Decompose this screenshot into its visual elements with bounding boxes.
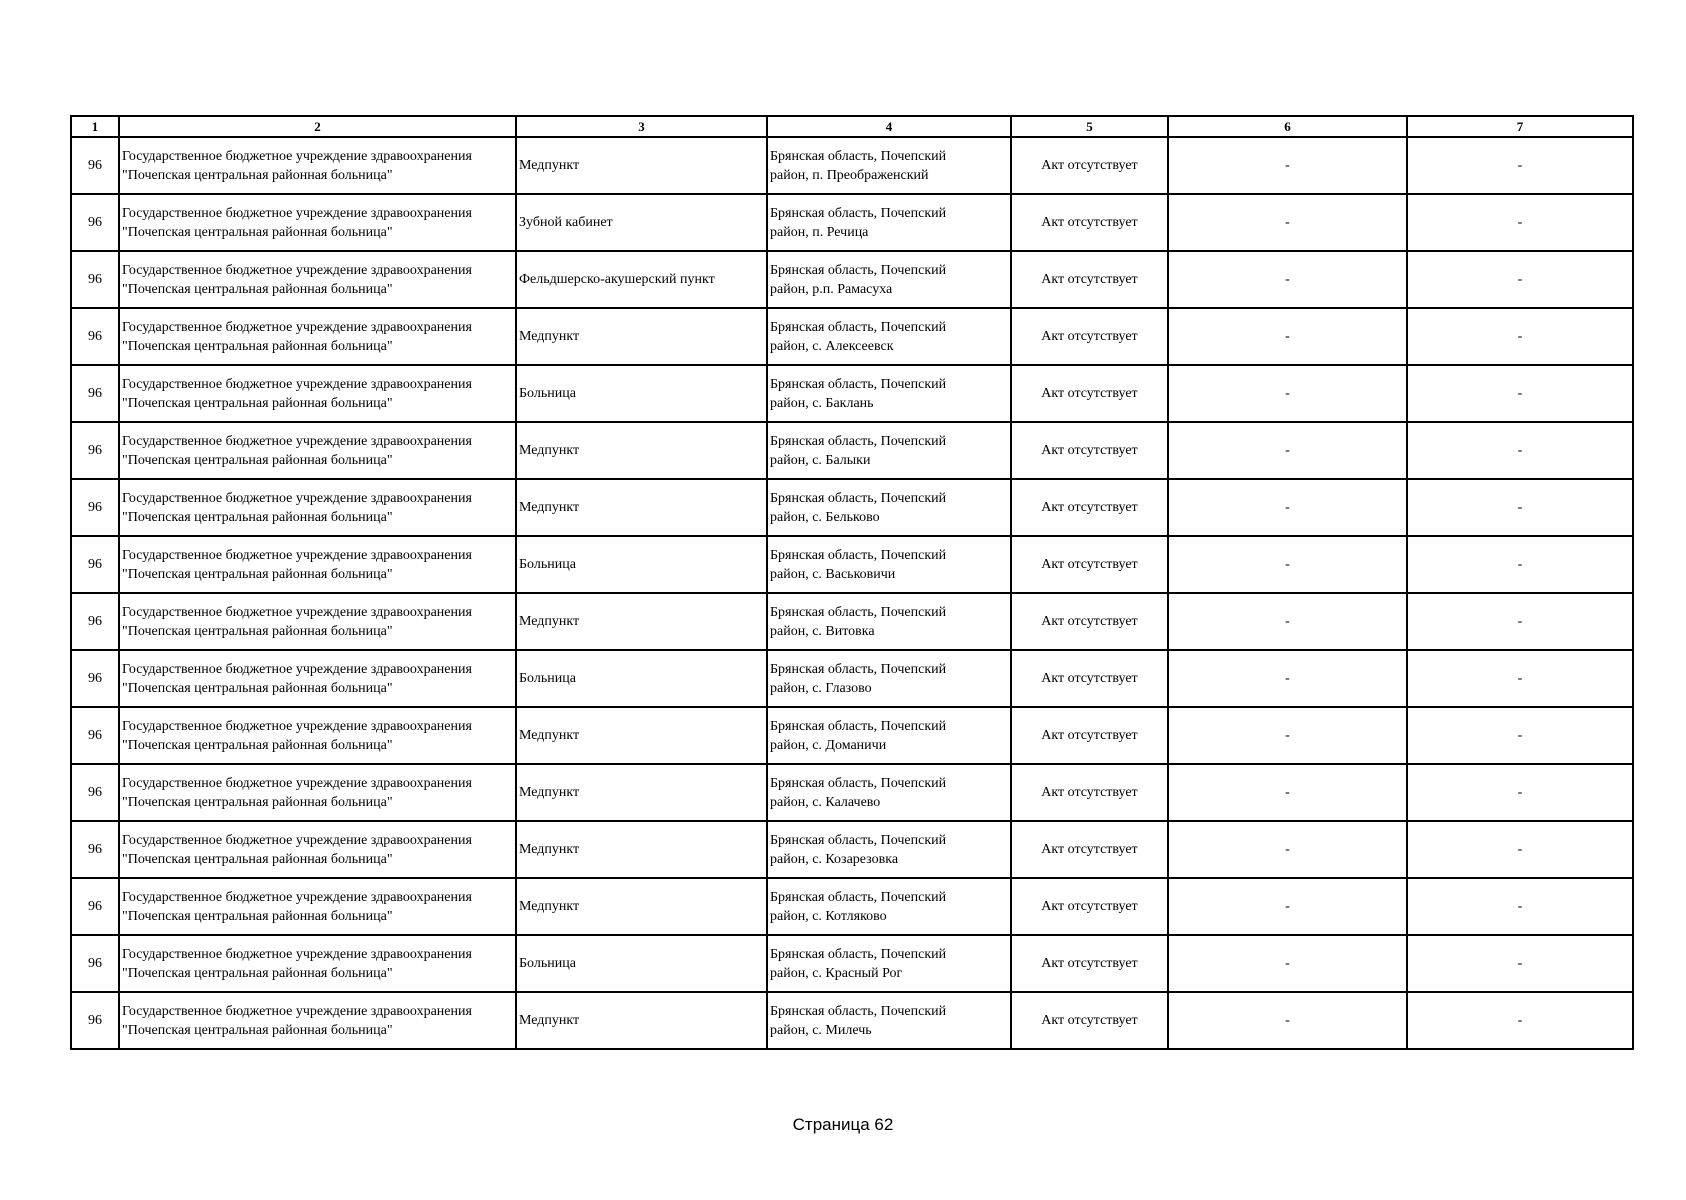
cell-organization <box>119 650 516 707</box>
address-line-1: Брянская область, Почепский <box>770 319 947 335</box>
cell-col-6: - <box>1168 650 1407 707</box>
address-line-2: район, с. Калачево <box>770 794 881 810</box>
cell-organization <box>119 137 516 194</box>
cell-address <box>767 992 1011 1049</box>
organization-line-2: "Почепская центральная районная больница" <box>122 395 393 411</box>
header-col-6: 6 <box>1168 116 1407 137</box>
address-line-1: Брянская область, Почепский <box>770 148 947 164</box>
cell-col-6: - <box>1168 251 1407 308</box>
cell-col-7: - <box>1407 422 1633 479</box>
cell-number: 96 <box>71 365 119 422</box>
address-line-2: район, с. Бельково <box>770 509 880 525</box>
cell-col-7: - <box>1407 536 1633 593</box>
cell-col-7: - <box>1407 479 1633 536</box>
page-number: Страница 62 <box>792 1115 894 1134</box>
table-row <box>71 878 1633 935</box>
cell-number: 96 <box>71 422 119 479</box>
cell-col-6: - <box>1168 479 1407 536</box>
cell-number: 96 <box>71 137 119 194</box>
cell-address <box>767 821 1011 878</box>
cell-col-7: - <box>1407 194 1633 251</box>
cell-facility-type: Медпункт <box>516 878 767 935</box>
table-row <box>71 536 1633 593</box>
organization-line-2: "Почепская центральная районная больница" <box>122 566 393 582</box>
table-row <box>71 707 1633 764</box>
organization-line-2: "Почепская центральная районная больница" <box>122 737 393 753</box>
table-row <box>71 650 1633 707</box>
organization-line-1: Государственное бюджетное учреждение здравоохранения <box>122 490 472 506</box>
organization-line-2: "Почепская центральная районная больница" <box>122 1022 393 1038</box>
cell-col-7: - <box>1407 707 1633 764</box>
cell-facility-type: Медпункт <box>516 479 767 536</box>
cell-facility-type: Медпункт <box>516 707 767 764</box>
cell-address <box>767 764 1011 821</box>
cell-organization <box>119 422 516 479</box>
cell-facility-type: Зубной кабинет <box>516 194 767 251</box>
organization-line-2: "Почепская центральная районная больница" <box>122 509 393 525</box>
table-row <box>71 992 1633 1049</box>
address-line-2: район, п. Речица <box>770 224 869 240</box>
address-line-1: Брянская область, Почепский <box>770 661 947 677</box>
cell-address <box>767 308 1011 365</box>
header-col-5: 5 <box>1011 116 1168 137</box>
table-row <box>71 935 1633 992</box>
cell-facility-type: Больница <box>516 365 767 422</box>
address-line-2: район, с. Алексеевск <box>770 338 894 354</box>
cell-address <box>767 137 1011 194</box>
address-line-2: район, с. Баклань <box>770 395 874 411</box>
organization-line-2: "Почепская центральная районная больница" <box>122 452 393 468</box>
cell-address <box>767 365 1011 422</box>
cell-col-6: - <box>1168 593 1407 650</box>
address-line-2: район, п. Преображенский <box>770 167 929 183</box>
cell-col-6: - <box>1168 194 1407 251</box>
cell-act-status: Акт отсутствует <box>1011 536 1168 593</box>
cell-address <box>767 536 1011 593</box>
organization-line-1: Государственное бюджетное учреждение здравоохранения <box>122 661 472 677</box>
cell-address <box>767 194 1011 251</box>
address-line-1: Брянская область, Почепский <box>770 490 947 506</box>
cell-number: 96 <box>71 650 119 707</box>
cell-col-6: - <box>1168 707 1407 764</box>
table-row <box>71 422 1633 479</box>
address-line-1: Брянская область, Почепский <box>770 1003 947 1019</box>
cell-address <box>767 479 1011 536</box>
cell-address <box>767 251 1011 308</box>
cell-act-status: Акт отсутствует <box>1011 650 1168 707</box>
table-row <box>71 137 1633 194</box>
organization-line-1: Государственное бюджетное учреждение здравоохранения <box>122 547 472 563</box>
cell-col-7: - <box>1407 650 1633 707</box>
cell-col-6: - <box>1168 878 1407 935</box>
organization-line-1: Государственное бюджетное учреждение здравоохранения <box>122 775 472 791</box>
cell-col-7: - <box>1407 992 1633 1049</box>
organization-line-1: Государственное бюджетное учреждение здравоохранения <box>122 148 472 164</box>
table-row <box>71 251 1633 308</box>
cell-number: 96 <box>71 251 119 308</box>
organization-line-2: "Почепская центральная районная больница" <box>122 281 393 297</box>
cell-act-status: Акт отсутствует <box>1011 194 1168 251</box>
table-row <box>71 479 1633 536</box>
cell-facility-type: Медпункт <box>516 308 767 365</box>
cell-col-6: - <box>1168 821 1407 878</box>
cell-address <box>767 593 1011 650</box>
cell-number: 96 <box>71 992 119 1049</box>
cell-col-7: - <box>1407 308 1633 365</box>
address-line-1: Брянская область, Почепский <box>770 376 947 392</box>
cell-col-7: - <box>1407 764 1633 821</box>
address-line-2: район, с. Котляково <box>770 908 887 924</box>
cell-col-7: - <box>1407 935 1633 992</box>
cell-act-status: Акт отсутствует <box>1011 764 1168 821</box>
cell-number: 96 <box>71 764 119 821</box>
organization-line-1: Государственное бюджетное учреждение здравоохранения <box>122 376 472 392</box>
cell-facility-type: Больница <box>516 650 767 707</box>
address-line-2: район, с. Доманичи <box>770 737 887 753</box>
cell-organization <box>119 479 516 536</box>
address-line-1: Брянская область, Почепский <box>770 889 947 905</box>
cell-col-6: - <box>1168 365 1407 422</box>
cell-act-status: Акт отсутствует <box>1011 365 1168 422</box>
address-line-2: район, с. Козарезовка <box>770 851 899 867</box>
cell-number: 96 <box>71 479 119 536</box>
cell-number: 96 <box>71 194 119 251</box>
address-line-1: Брянская область, Почепский <box>770 547 947 563</box>
cell-act-status: Акт отсутствует <box>1011 878 1168 935</box>
cell-organization <box>119 251 516 308</box>
cell-number: 96 <box>71 878 119 935</box>
cell-act-status: Акт отсутствует <box>1011 992 1168 1049</box>
cell-number: 96 <box>71 821 119 878</box>
cell-facility-type: Медпункт <box>516 137 767 194</box>
organization-line-1: Государственное бюджетное учреждение здравоохранения <box>122 205 472 221</box>
cell-col-7: - <box>1407 593 1633 650</box>
address-line-1: Брянская область, Почепский <box>770 718 947 734</box>
cell-organization <box>119 707 516 764</box>
address-line-1: Брянская область, Почепский <box>770 775 947 791</box>
organization-line-1: Государственное бюджетное учреждение здравоохранения <box>122 433 472 449</box>
document-table <box>70 115 1634 1050</box>
organization-line-2: "Почепская центральная районная больница" <box>122 338 393 354</box>
table-row <box>71 764 1633 821</box>
header-col-7: 7 <box>1407 116 1633 137</box>
address-line-2: район, р.п. Рамасуха <box>770 281 893 297</box>
organization-line-1: Государственное бюджетное учреждение здравоохранения <box>122 889 472 905</box>
table-body <box>71 137 1633 1049</box>
address-line-2: район, с. Милечь <box>770 1022 872 1038</box>
cell-act-status: Акт отсутствует <box>1011 137 1168 194</box>
cell-col-7: - <box>1407 137 1633 194</box>
cell-facility-type: Медпункт <box>516 992 767 1049</box>
table-row <box>71 308 1633 365</box>
address-line-2: район, с. Витовка <box>770 623 875 639</box>
organization-line-2: "Почепская центральная районная больница" <box>122 623 393 639</box>
cell-facility-type: Фельдшерско-акушерский пункт <box>516 251 767 308</box>
cell-facility-type: Медпункт <box>516 821 767 878</box>
address-line-1: Брянская область, Почепский <box>770 205 947 221</box>
organization-line-2: "Почепская центральная районная больница" <box>122 965 393 981</box>
header-col-4: 4 <box>767 116 1011 137</box>
organization-line-1: Государственное бюджетное учреждение здравоохранения <box>122 832 472 848</box>
table-row <box>71 821 1633 878</box>
cell-organization <box>119 536 516 593</box>
cell-number: 96 <box>71 707 119 764</box>
header-col-1: 1 <box>71 116 119 137</box>
cell-organization <box>119 821 516 878</box>
table-row <box>71 593 1633 650</box>
cell-organization <box>119 878 516 935</box>
cell-col-7: - <box>1407 878 1633 935</box>
cell-address <box>767 422 1011 479</box>
cell-number: 96 <box>71 536 119 593</box>
cell-organization <box>119 593 516 650</box>
cell-organization <box>119 764 516 821</box>
cell-col-7: - <box>1407 821 1633 878</box>
cell-col-6: - <box>1168 764 1407 821</box>
cell-facility-type: Больница <box>516 536 767 593</box>
header-col-3: 3 <box>516 116 767 137</box>
cell-act-status: Акт отсутствует <box>1011 479 1168 536</box>
cell-organization <box>119 992 516 1049</box>
cell-number: 96 <box>71 935 119 992</box>
table-row <box>71 194 1633 251</box>
address-line-2: район, с. Красный Рог <box>770 965 903 981</box>
cell-act-status: Акт отсутствует <box>1011 308 1168 365</box>
organization-line-1: Государственное бюджетное учреждение здравоохранения <box>122 1003 472 1019</box>
organization-line-2: "Почепская центральная районная больница" <box>122 851 393 867</box>
cell-col-6: - <box>1168 536 1407 593</box>
cell-number: 96 <box>71 593 119 650</box>
organization-line-1: Государственное бюджетное учреждение здравоохранения <box>122 319 472 335</box>
organization-line-2: "Почепская центральная районная больница" <box>122 224 393 240</box>
organization-line-2: "Почепская центральная районная больница" <box>122 908 393 924</box>
cell-col-6: - <box>1168 992 1407 1049</box>
cell-facility-type: Медпункт <box>516 422 767 479</box>
cell-act-status: Акт отсутствует <box>1011 422 1168 479</box>
cell-facility-type: Медпункт <box>516 764 767 821</box>
organization-line-1: Государственное бюджетное учреждение здравоохранения <box>122 946 472 962</box>
cell-col-6: - <box>1168 308 1407 365</box>
address-line-1: Брянская область, Почепский <box>770 262 947 278</box>
cell-facility-type: Больница <box>516 935 767 992</box>
cell-address <box>767 878 1011 935</box>
cell-organization <box>119 194 516 251</box>
cell-act-status: Акт отсутствует <box>1011 707 1168 764</box>
cell-col-6: - <box>1168 422 1407 479</box>
cell-address <box>767 935 1011 992</box>
cell-address <box>767 650 1011 707</box>
cell-number: 96 <box>71 308 119 365</box>
table-row <box>71 365 1633 422</box>
organization-line-1: Государственное бюджетное учреждение здравоохранения <box>122 604 472 620</box>
organization-line-1: Государственное бюджетное учреждение здравоохранения <box>122 262 472 278</box>
organization-line-2: "Почепская центральная районная больница" <box>122 680 393 696</box>
address-line-2: район, с. Глазово <box>770 680 872 696</box>
organization-line-2: "Почепская центральная районная больница" <box>122 794 393 810</box>
cell-facility-type: Медпункт <box>516 593 767 650</box>
organization-line-1: Государственное бюджетное учреждение здравоохранения <box>122 718 472 734</box>
address-line-2: район, с. Балыки <box>770 452 871 468</box>
header-col-2: 2 <box>119 116 516 137</box>
cell-act-status: Акт отсутствует <box>1011 821 1168 878</box>
cell-act-status: Акт отсутствует <box>1011 251 1168 308</box>
cell-col-7: - <box>1407 365 1633 422</box>
cell-col-6: - <box>1168 935 1407 992</box>
header-row <box>71 116 1633 137</box>
cell-address <box>767 707 1011 764</box>
cell-col-7: - <box>1407 251 1633 308</box>
address-line-1: Брянская область, Почепский <box>770 832 947 848</box>
cell-col-6: - <box>1168 137 1407 194</box>
address-line-1: Брянская область, Почепский <box>770 946 947 962</box>
cell-organization <box>119 365 516 422</box>
address-line-1: Брянская область, Почепский <box>770 604 947 620</box>
cell-organization <box>119 935 516 992</box>
cell-act-status: Акт отсутствует <box>1011 935 1168 992</box>
organization-line-2: "Почепская центральная районная больница" <box>122 167 393 183</box>
address-line-2: район, с. Васьковичи <box>770 566 896 582</box>
cell-act-status: Акт отсутствует <box>1011 593 1168 650</box>
cell-organization <box>119 308 516 365</box>
address-line-1: Брянская область, Почепский <box>770 433 947 449</box>
